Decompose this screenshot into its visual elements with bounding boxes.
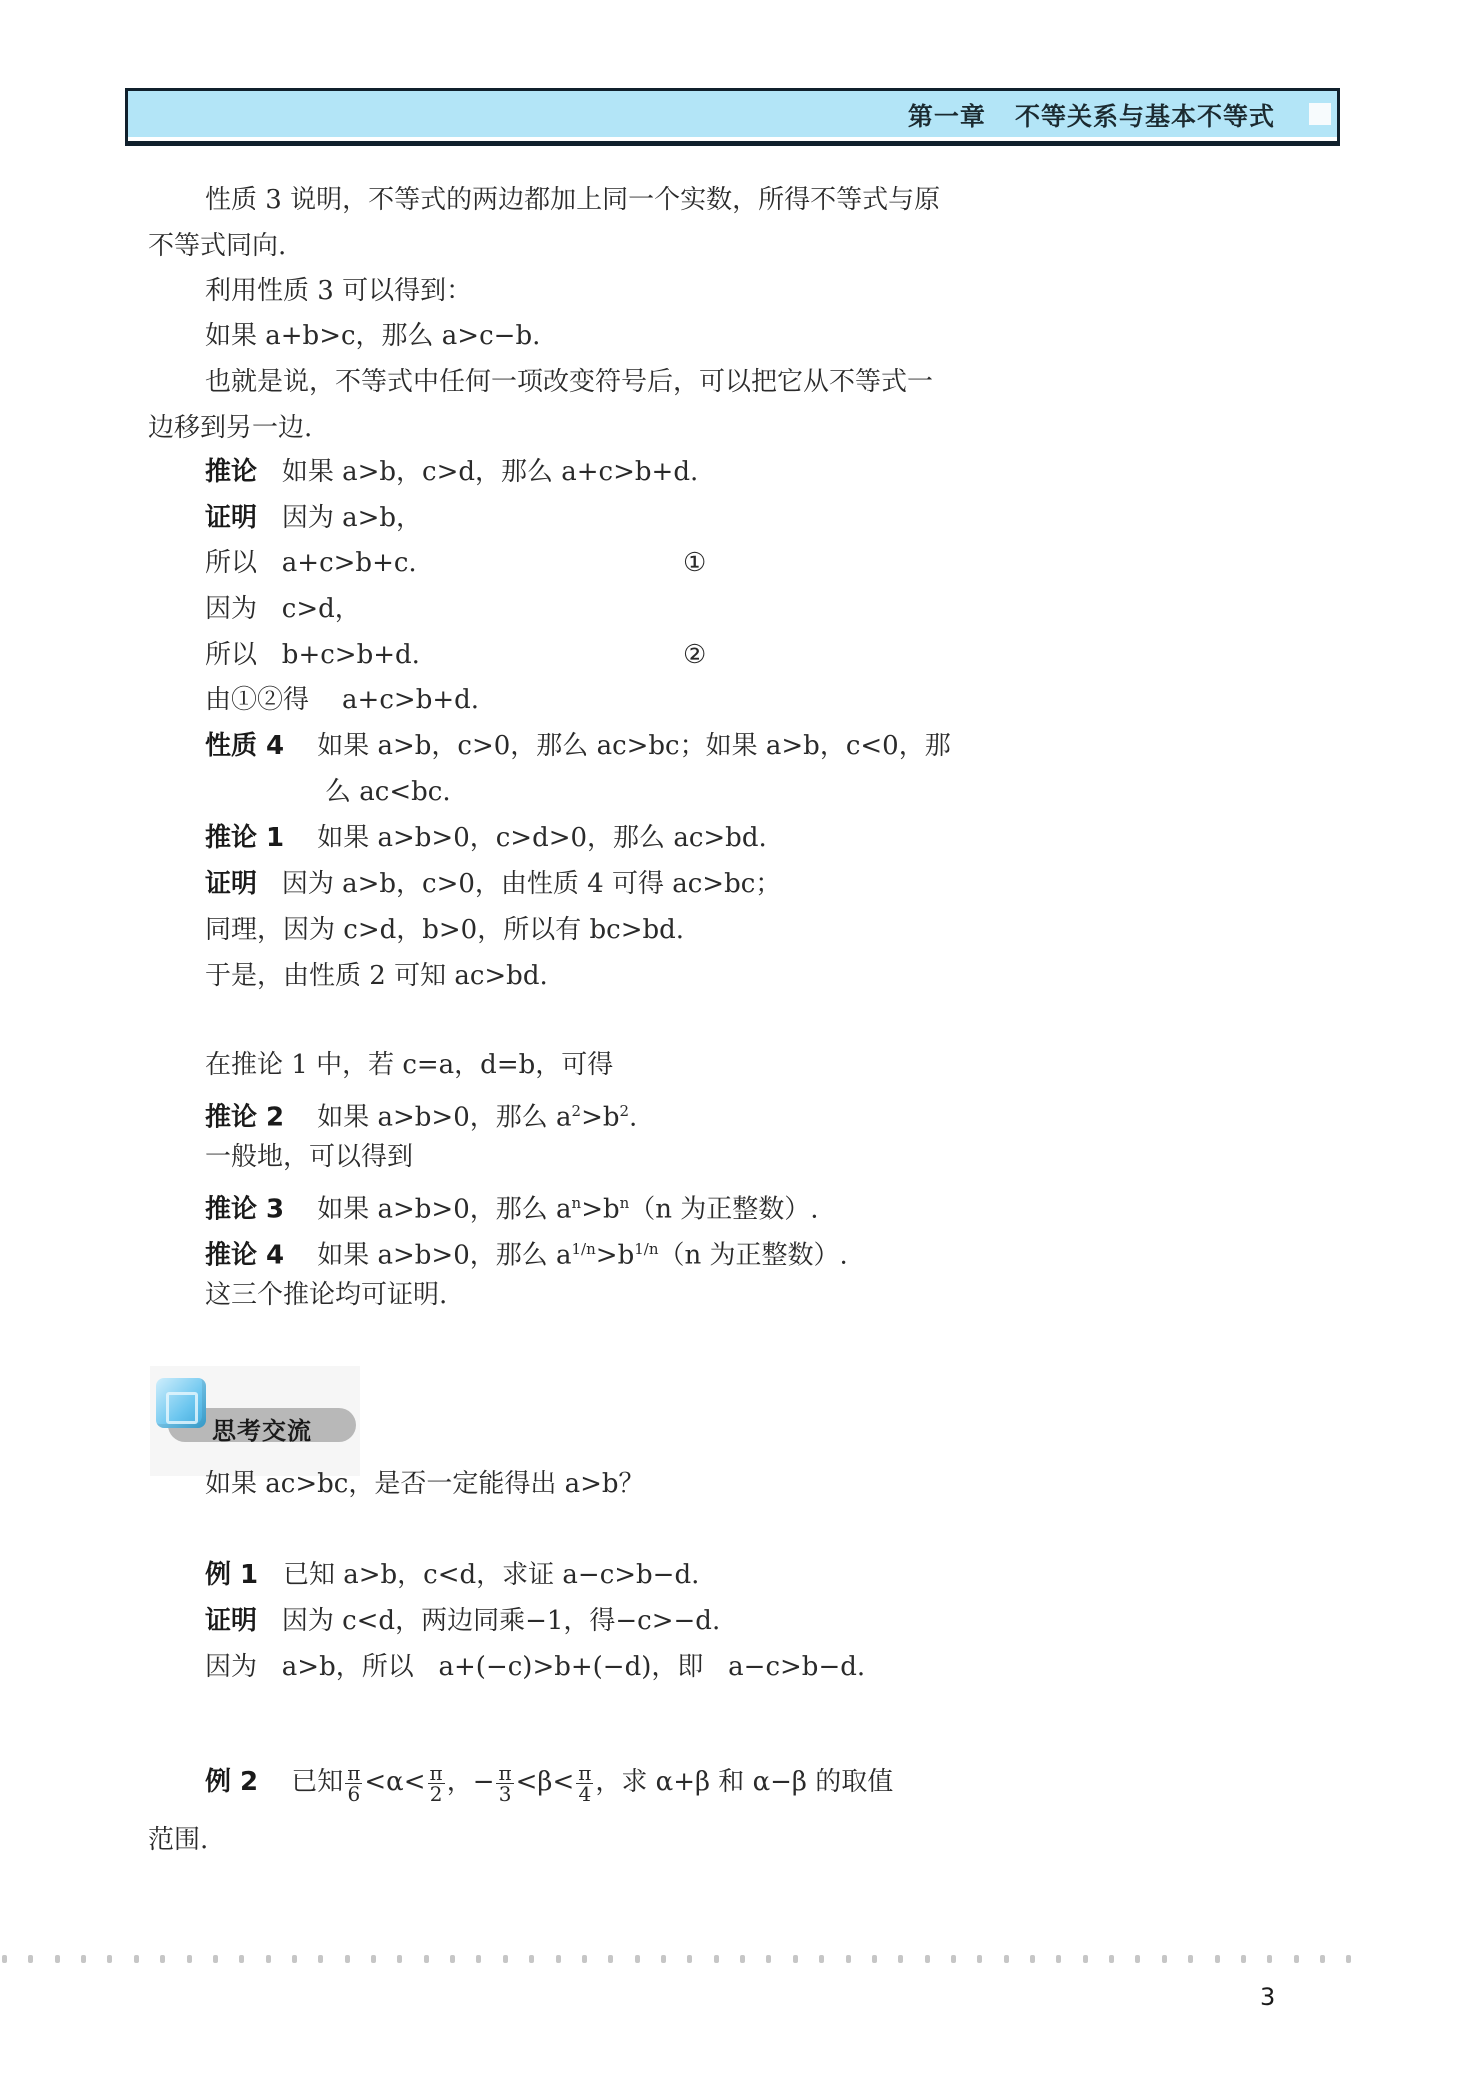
dot-decoration [1083,1955,1088,1963]
corollary-3-text-c: （n 为正整数）. [629,1194,819,1225]
corollary-1-text: 如果 a>b>0，c>d>0，那么 ac>bd. [317,823,767,853]
dot-decoration [951,1955,956,1963]
corollary-2-text-a: 如果 a>b>0，那么 a [317,1102,572,1133]
dot-decoration [925,1955,930,1963]
proof-2-text: 因为 a>b，c>0，由性质 4 可得 ac>bc； [281,869,782,899]
dot-decoration [1056,1955,1061,1963]
dot-decoration [819,1955,824,1963]
dot-decoration [503,1955,508,1963]
dot-decoration [345,1955,350,1963]
dot-decoration [1267,1955,1272,1963]
dot-decoration [239,1955,244,1963]
dot-decoration [872,1955,877,1963]
corollary-4-text-c: （n 为正整数）. [658,1240,848,1271]
dot-decoration [766,1955,771,1963]
exponent: 1/n [634,1240,659,1258]
corollary-2 [205,1095,637,1134]
numerator: π [498,1760,512,1785]
dot-decoration [55,1955,60,1963]
proof-step-4: 由①②得 a+c>b+d. [205,685,480,715]
dot-decoration [582,1955,587,1963]
example-2-text-c: ，− [446,1767,495,1797]
example-1-label: 例 1 [205,1560,259,1590]
corollary-1-label: 推论 1 [205,823,285,853]
dot-decoration [1109,1955,1114,1963]
dot-decoration [714,1955,719,1963]
dot-decoration [424,1955,429,1963]
dot-decoration [450,1955,455,1963]
denominator: 3 [498,1781,512,1806]
paragraph-transpose-l2: 边移到另一边. [148,413,313,443]
corollary-4-label: 推论 4 [205,1240,285,1271]
proof-label: 证明 [205,503,258,533]
exponent: 2 [571,1102,582,1120]
paragraph-prop3-explain-l2: 不等式同向. [148,231,287,261]
dot-decoration [608,1955,613,1963]
dot-decoration [81,1955,86,1963]
example-1-text: 已知 a>b，c<d，求证 a−c>b−d. [282,1560,700,1590]
corollary-3-text-a: 如果 a>b>0，那么 a [317,1194,572,1225]
think-discuss-box [150,1366,360,1445]
corollary-1 [205,822,767,854]
dot-decoration [1188,1955,1193,1963]
paragraph-generally: 一般地，可以得到 [205,1142,414,1172]
property-4-text: 如果 a>b，c>0，那么 ac>bc；如果 a>b，c<0，那 [317,731,951,761]
example-1-proof [205,1605,720,1637]
example-2-label: 例 2 [205,1767,259,1797]
dot-decoration [397,1955,402,1963]
corollary-4-text-b: >b [595,1240,635,1271]
dot-decoration [1004,1955,1009,1963]
corollary-3-label: 推论 3 [205,1194,285,1225]
corollary-2-label: 推论 2 [205,1102,285,1133]
denominator: 4 [578,1781,592,1806]
numerator: π [429,1760,443,1785]
example-2-text-a: 已知 [291,1767,344,1797]
dot-decoration [898,1955,903,1963]
think-discuss-label: 思考交流 [212,1417,312,1445]
exponent: n [619,1194,630,1212]
dot-decoration [977,1955,982,1963]
property-4-label: 性质 4 [205,731,285,761]
dot-decoration [556,1955,561,1963]
proof-step-1: 所以 a+c>b+c. [205,548,417,578]
denominator: 2 [429,1781,443,1806]
dot-decoration [1215,1955,1220,1963]
dot-decoration [213,1955,218,1963]
exponent: 1/n [571,1240,596,1258]
example-1 [205,1559,699,1591]
equation-mark-2: ② [683,640,707,670]
property-4 [205,730,951,762]
dot-decoration [529,1955,534,1963]
proof-2 [205,868,781,900]
example-2-text-b: <α< [364,1767,426,1797]
dot-decoration [1162,1955,1167,1963]
corollary-3-text-b: >b [581,1194,620,1225]
dot-decoration [292,1955,297,1963]
dot-decoration [1320,1955,1325,1963]
example-1-proof-line3: 因为 a>b，所以 a+(−c)>b+(−d)，即 a−c>b−d. [205,1652,866,1682]
proof-text: 因为 a>b， [281,503,423,533]
dot-decoration [661,1955,666,1963]
dot-decoration [1135,1955,1140,1963]
proof-step-2: 因为 c>d， [205,594,361,624]
example-2-line2: 范围. [148,1825,209,1855]
dot-decoration [187,1955,192,1963]
dot-decoration [371,1955,376,1963]
corollary-3 [205,1187,819,1226]
dot-decoration [1294,1955,1299,1963]
numerator: π [578,1760,592,1785]
dot-decoration [1346,1955,1351,1963]
think-question: 如果 ac>bc，是否一定能得出 a>b？ [205,1469,645,1499]
cube-icon [156,1378,206,1428]
dot-decoration [1241,1955,1246,1963]
dot-decoration [107,1955,112,1963]
proof-2-line3: 于是，由性质 2 可知 ac>bd. [205,961,548,991]
chapter-name: 不等关系与基本不等式 [1014,102,1275,131]
dot-decoration [318,1955,323,1963]
paragraph-in-corollary-1: 在推论 1 中，若 c=a，d=b，可得 [205,1050,614,1080]
exponent: 2 [619,1102,630,1120]
fraction [496,1760,513,1806]
numerator: π [347,1760,361,1785]
dot-decoration [793,1955,798,1963]
paragraph-three-corollaries: 这三个推论均可证明. [205,1280,448,1310]
example-1-proof-label: 证明 [205,1606,258,1636]
proof-2-line2: 同理，因为 c>d，b>0，所以有 bc>bd. [205,915,685,945]
corollary-text: 如果 a>b，c>d，那么 a+c>b+d. [281,457,699,487]
corollary-2-text-c: . [629,1102,638,1133]
corollary-2-text-b: >b [581,1102,620,1133]
example-2-text-d: <β< [515,1767,575,1797]
dot-decoration [740,1955,745,1963]
dot-decoration [635,1955,640,1963]
fraction [345,1760,362,1806]
property-4-line2: 么 ac<bc. [325,777,451,807]
proof-step-3: 所以 b+c>b+d. [205,640,420,670]
formula-if-a-plus-b: 如果 a+b>c，那么 a>c−b. [205,321,541,351]
example-2-text-e: ，求 α+β 和 α−β 的取值 [595,1767,894,1797]
dot-decoration [266,1955,271,1963]
dot-decoration [28,1955,33,1963]
paragraph-using-prop3: 利用性质 3 可以得到： [205,276,473,306]
denominator: 6 [347,1781,361,1806]
paragraph-transpose-l1: 也就是说，不等式中任何一项改变符号后，可以把它从不等式一 [205,367,934,397]
chapter-title [908,97,1275,133]
footer-dotted-rule [2,1955,1352,1965]
dot-decoration [1030,1955,1035,1963]
header-square-decoration [1309,103,1331,125]
dot-decoration [476,1955,481,1963]
corollary-4 [205,1233,848,1272]
proof-1 [205,502,422,534]
fraction [428,1760,445,1806]
page-number: 3 [1260,1983,1276,2011]
chapter-header [125,88,1340,146]
dot-decoration [134,1955,139,1963]
fraction [576,1760,593,1806]
example-2 [205,1760,893,1804]
paragraph-prop3-explain-l1: 性质 3 说明，不等式的两边都加上同一个实数，所得不等式与原 [205,185,941,215]
corollary [205,456,698,488]
dot-decoration [2,1955,7,1963]
dot-decoration [160,1955,165,1963]
corollary-label: 推论 [205,457,258,487]
corollary-4-text-a: 如果 a>b>0，那么 a [317,1240,572,1271]
dot-decoration [846,1955,851,1963]
exponent: n [571,1194,582,1212]
chapter-number: 第一章 [907,102,986,131]
equation-mark-1: ① [683,548,707,578]
proof-2-label: 证明 [205,869,258,899]
dot-decoration [687,1955,692,1963]
example-1-proof-text: 因为 c<d，两边同乘−1，得−c>−d. [281,1606,721,1636]
